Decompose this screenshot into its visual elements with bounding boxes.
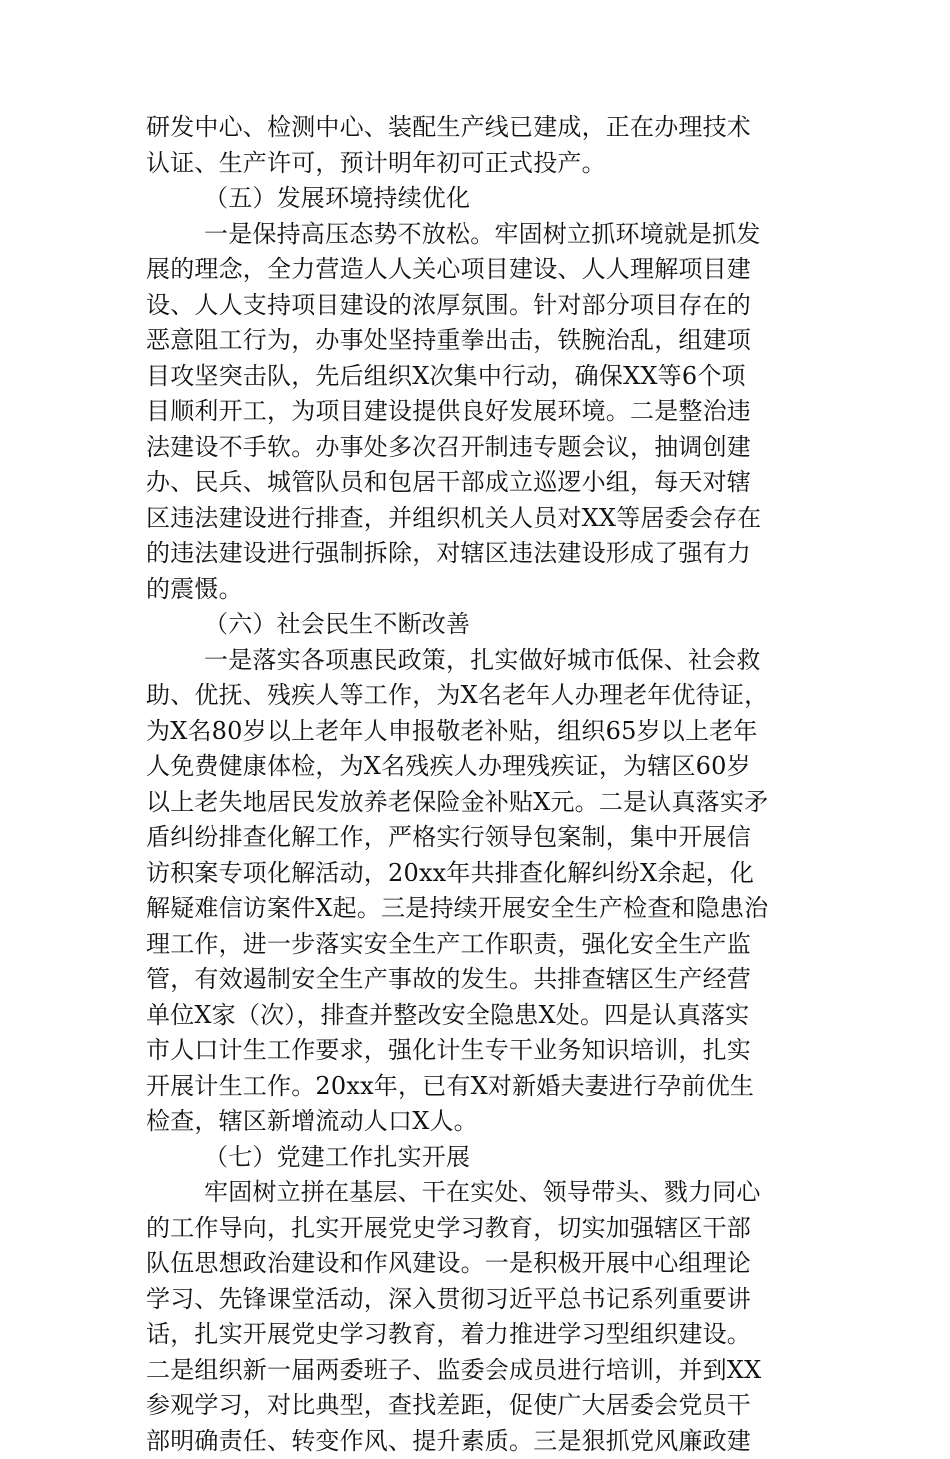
paragraph-line: 访积案专项化解活动，20xx年共排查化解纠纷X余起，化: [146, 856, 806, 892]
paragraph-line: 目攻坚突击队，先后组织X次集中行动，确保XX等6个项: [146, 359, 806, 395]
paragraph-line: 设、人人支持项目建设的浓厚氛围。针对部分项目存在的: [146, 288, 806, 324]
paragraph-line: 队伍思想政治建设和作风建设。一是积极开展中心组理论: [146, 1246, 806, 1282]
paragraph-line: 的工作导向，扎实开展党史学习教育，切实加强辖区干部: [146, 1211, 806, 1247]
paragraph-line: 学习、先锋课堂活动，深入贯彻习近平总书记系列重要讲: [146, 1282, 806, 1318]
paragraph-line: 的震慑。: [146, 572, 806, 608]
document-body: [146, 110, 806, 1459]
paragraph-line: 以上老失地居民发放养老保险金补贴X元。二是认真落实矛: [146, 785, 806, 821]
paragraph-line: 参观学习，对比典型，查找差距，促使广大居委会党员干: [146, 1388, 806, 1424]
paragraph-line: 认证、生产许可，预计明年初可正式投产。: [146, 146, 806, 182]
paragraph-line: 助、优抚、残疾人等工作，为X名老年人办理老年优待证，: [146, 678, 806, 714]
paragraph-line: 单位X家（次），排查并整改安全隐患X处。四是认真落实: [146, 998, 806, 1034]
paragraph-line: 研发中心、检测中心、装配生产线已建成，正在办理技术: [146, 110, 806, 146]
paragraph-line: 办、民兵、城管队员和包居干部成立巡逻小组，每天对辖: [146, 465, 806, 501]
paragraph-line: 解疑难信访案件X起。三是持续开展安全生产检查和隐患治: [146, 891, 806, 927]
paragraph-line: 为X名80岁以上老年人申报敬老补贴，组织65岁以上老年: [146, 714, 806, 750]
paragraph-line: 开展计生工作。20xx年，已有X对新婚夫妻进行孕前优生: [146, 1069, 806, 1105]
paragraph-line: 目顺利开工，为项目建设提供良好发展环境。二是整治违: [146, 394, 806, 430]
paragraph-line: 区违法建设进行排查，并组织机关人员对XX等居委会存在: [146, 501, 806, 537]
paragraph-line: 一是保持高压态势不放松。牢固树立抓环境就是抓发: [146, 217, 806, 253]
paragraph-line: 盾纠纷排查化解工作，严格实行领导包案制，集中开展信: [146, 820, 806, 856]
section-heading: （六）社会民生不断改善: [146, 607, 806, 643]
paragraph-line: 二是组织新一届两委班子、监委会成员进行培训，并到XX: [146, 1353, 806, 1389]
paragraph-line: 牢固树立拼在基层、干在实处、领导带头、戮力同心: [146, 1175, 806, 1211]
paragraph-line: 市人口计生工作要求，强化计生专干业务知识培训，扎实: [146, 1033, 806, 1069]
paragraph-line: 人免费健康体检，为X名残疾人办理残疾证，为辖区60岁: [146, 749, 806, 785]
paragraph-line: 法建设不手软。办事处多次召开制违专题会议，抽调创建: [146, 430, 806, 466]
paragraph-line: 一是落实各项惠民政策，扎实做好城市低保、社会救: [146, 643, 806, 679]
paragraph-line: 恶意阻工行为，办事处坚持重拳出击，铁腕治乱，组建项: [146, 323, 806, 359]
paragraph-line: 管，有效遏制安全生产事故的发生。共排查辖区生产经营: [146, 962, 806, 998]
paragraph-line: 话，扎实开展党史学习教育，着力推进学习型组织建设。: [146, 1317, 806, 1353]
section-heading: （五）发展环境持续优化: [146, 181, 806, 217]
paragraph-line: 检查，辖区新增流动人口X人。: [146, 1104, 806, 1140]
paragraph-line: 展的理念，全力营造人人关心项目建设、人人理解项目建: [146, 252, 806, 288]
paragraph-line: 的违法建设进行强制拆除，对辖区违法建设形成了强有力: [146, 536, 806, 572]
paragraph-line: 部明确责任、转变作风、提升素质。三是狠抓党风廉政建: [146, 1424, 806, 1459]
section-heading: （七）党建工作扎实开展: [146, 1140, 806, 1176]
paragraph-line: 理工作，进一步落实安全生产工作职责，强化安全生产监: [146, 927, 806, 963]
